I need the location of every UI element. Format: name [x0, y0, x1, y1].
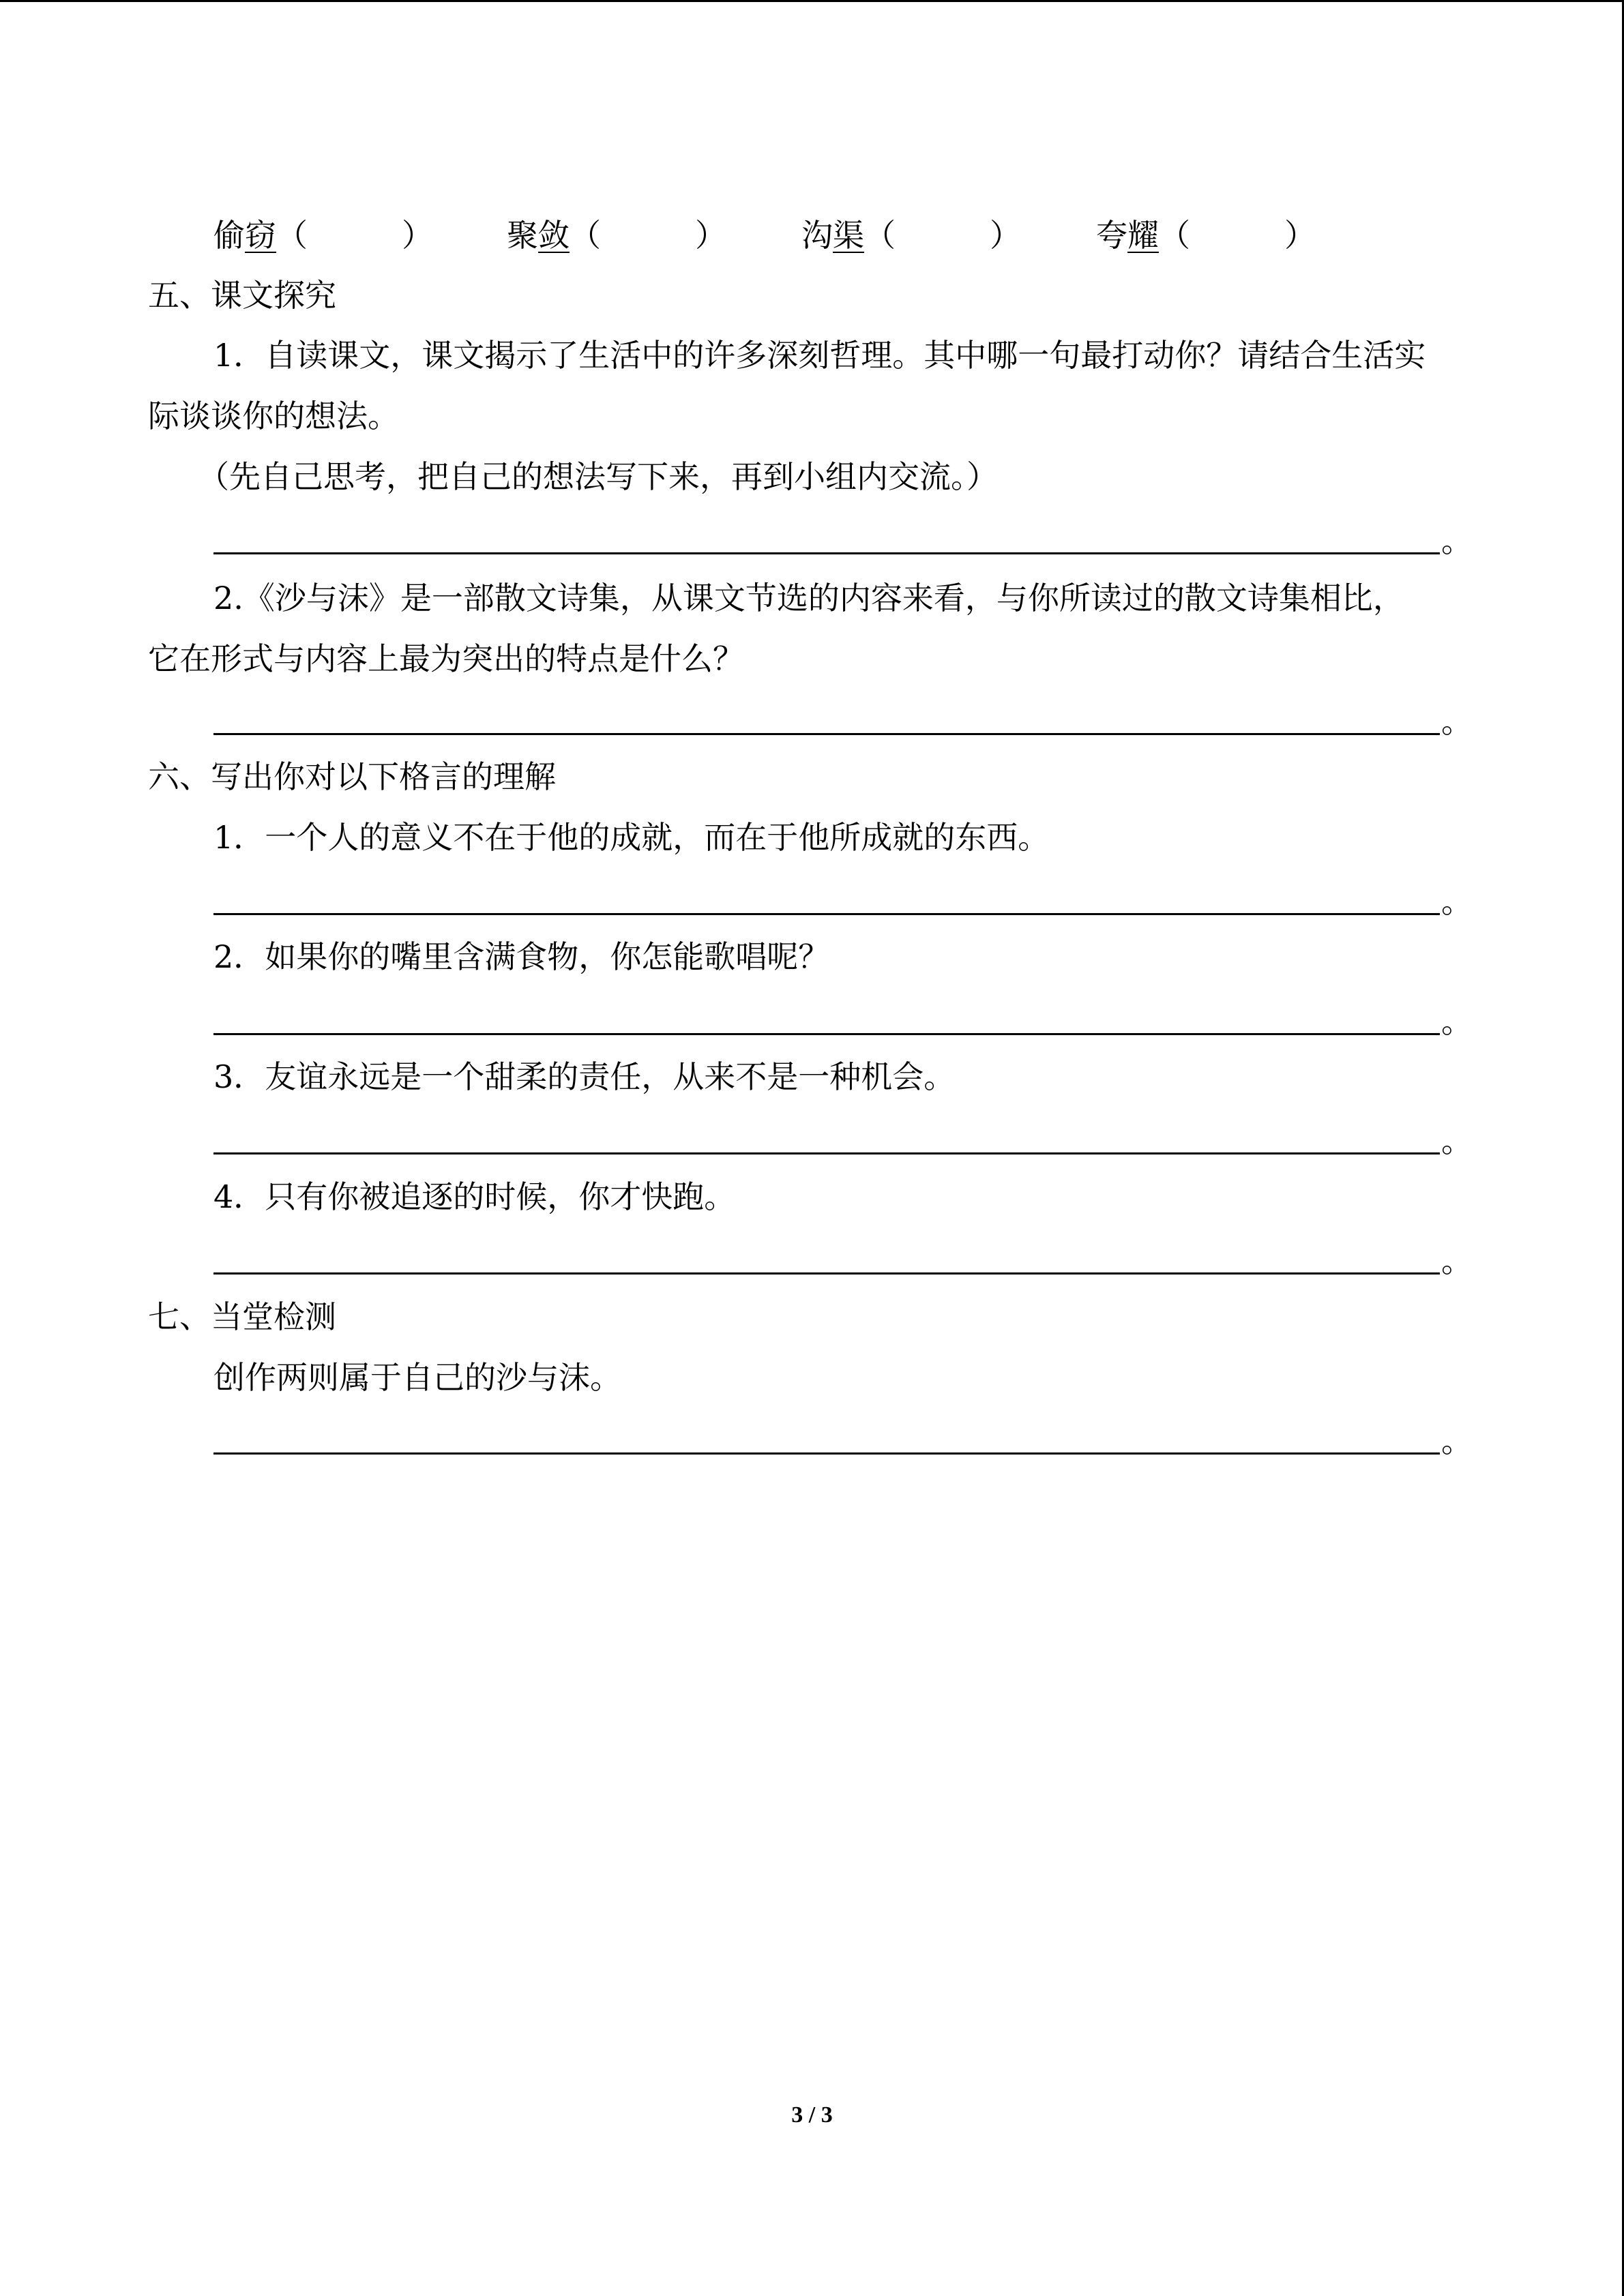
- maxim-item: 2．如果你的嘴里含满食物，你怎能歌唱呢？: [213, 938, 830, 975]
- page-border-top: [0, 0, 1624, 2]
- answer-line[interactable]: [213, 1452, 1440, 1455]
- vocab-marked-char: 窃: [245, 217, 276, 254]
- answer-line[interactable]: [213, 1272, 1440, 1274]
- question-5-2-line2: 它在形式与内容上最为突出的特点是什么？: [148, 640, 744, 677]
- question-5-1-line2: 际谈谈你的想法。: [148, 398, 399, 434]
- section-7-title: 七、当堂检测: [148, 1298, 336, 1335]
- vocab-marked-char: 渠: [833, 217, 864, 254]
- vocab-char: 夸: [1096, 217, 1127, 254]
- end-mark: 。: [1441, 883, 1473, 920]
- end-mark: 。: [1441, 1122, 1473, 1159]
- answer-line[interactable]: [213, 1152, 1440, 1154]
- end-mark: 。: [1441, 1003, 1473, 1040]
- vocab-char: 沟: [801, 217, 833, 254]
- page-number: 3 / 3: [791, 2102, 833, 2128]
- maxim-item: 4．只有你被追逐的时候，你才快跑。: [213, 1178, 736, 1215]
- question-5-1-line1: 1．自读课文，课文揭示了生活中的许多深刻哲理。其中哪一句最打动你？请结合生活实: [213, 337, 1426, 374]
- answer-parens[interactable]: （ ）: [570, 217, 726, 254]
- vocab-marked-char: 耀: [1127, 217, 1159, 254]
- section-7-prompt: 创作两则属于自己的沙与沫。: [213, 1359, 621, 1396]
- end-mark: 。: [1441, 522, 1473, 559]
- answer-line[interactable]: [213, 733, 1440, 735]
- vocab-item: [213, 216, 433, 254]
- vocab-char: 聚: [507, 217, 538, 254]
- answer-line[interactable]: [213, 913, 1440, 915]
- end-mark: 。: [1441, 1422, 1473, 1459]
- vocab-marked-char: 敛: [538, 217, 570, 254]
- answer-parens[interactable]: （ ）: [1159, 217, 1316, 254]
- answer-parens[interactable]: （ ）: [276, 217, 433, 254]
- vocab-item: [1096, 216, 1316, 254]
- end-mark: 。: [1441, 703, 1473, 740]
- end-mark: 。: [1441, 1242, 1473, 1279]
- answer-line[interactable]: [213, 552, 1440, 554]
- answer-parens[interactable]: （ ）: [864, 217, 1021, 254]
- section-5-title: 五、课文探究: [148, 277, 336, 314]
- answer-line[interactable]: [213, 1033, 1440, 1035]
- section-6-title: 六、写出你对以下格言的理解: [148, 758, 556, 795]
- maxim-item: 3．友谊永远是一个甜柔的责任，从来不是一种机会。: [213, 1058, 956, 1095]
- maxim-item: 1．一个人的意义不在于他的成就，而在于他所成就的东西。: [213, 819, 1050, 856]
- vocab-item: [801, 216, 1021, 254]
- question-5-1-note: （先自己思考，把自己的想法写下来，再到小组内交流。）: [198, 458, 998, 495]
- question-5-2-line1: 2.《沙与沫》是一部散文诗集，从课文节选的内容来看，与你所读过的散文诗集相比，: [213, 580, 1404, 616]
- vocab-item: [507, 216, 726, 254]
- vocab-char: 偷: [213, 217, 245, 254]
